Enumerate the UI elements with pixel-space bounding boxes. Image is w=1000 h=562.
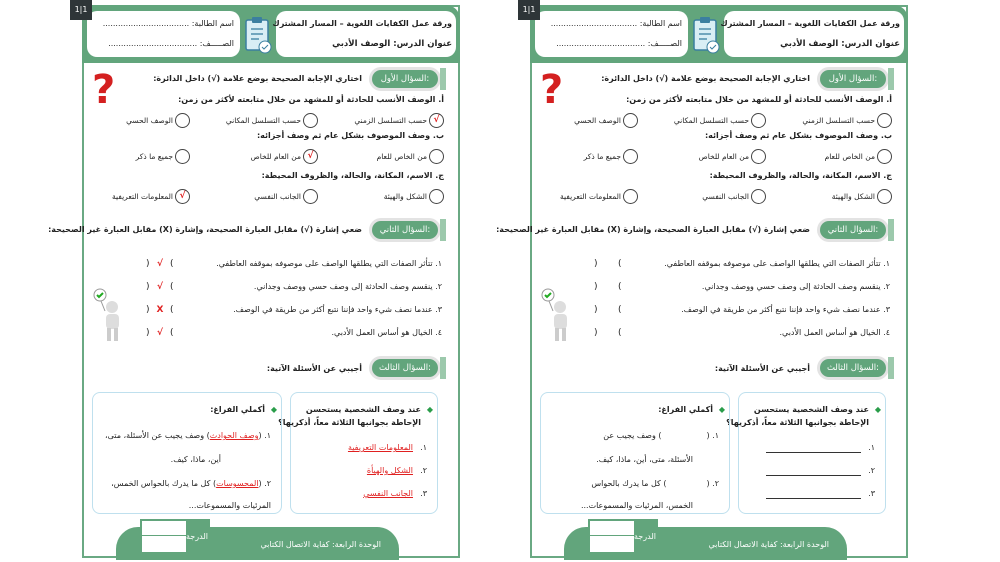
item-number: ١. [264, 431, 271, 440]
q2-statement: ٣. عندما نصف شيء واحد فإننا نتبع أكثر من طريقة في الوصف. [681, 305, 890, 314]
unit-title: الوحدة الرابعة: كفاية الاتصال الكتابي [260, 540, 381, 549]
q2-label: السؤال الثاني: [820, 221, 886, 239]
q2-statement: ١. تتأثر الصفات التي يطلقها الواصف على موصوفه بموقفه العاطفي. [216, 259, 442, 268]
question-mark-icon: ? [92, 67, 116, 113]
option-radio[interactable] [175, 149, 190, 164]
bullet-icon: ◆ [270, 405, 277, 414]
q1-label: السؤال الأول: [820, 70, 886, 88]
q2-statement: ٢. ينقسم وصف الحادثة إلى وصف حسي ووصف وجداني. [701, 282, 890, 291]
option-radio[interactable] [429, 189, 444, 204]
paren: ) [170, 282, 174, 292]
option-label: المعلومات التعريفية [112, 192, 173, 201]
clipboard-icon [691, 15, 721, 55]
answer-number: ٣. [420, 489, 427, 498]
option-radio[interactable]: √ [429, 113, 444, 128]
fill-blank-title: أكملي الفراغ: [210, 405, 265, 414]
paren: ) [618, 328, 622, 338]
student-name-field: اسم الطالبة: .................................. [550, 19, 682, 28]
item-number: ٢. [264, 479, 271, 488]
q2-statement: ١. تتأثر الصفات التي يطلقها الواصف على موصوفه بموقفه العاطفي. [664, 259, 890, 268]
fill-blank-title: أكملي الفراغ: [658, 405, 713, 414]
answer-number: ٢. [868, 466, 875, 475]
option-radio[interactable] [303, 189, 318, 204]
sentence-text: ) كل ما يدرك بالحواس الخمس، [111, 479, 217, 488]
sentence-text: أين، ماذا، كيف. [170, 455, 221, 464]
paren: ) [618, 282, 622, 292]
paren: ) [170, 305, 174, 315]
option-radio[interactable] [623, 113, 638, 128]
grade-input[interactable] [590, 521, 634, 536]
option-label: من الخاص للعام [376, 152, 427, 161]
paren: ( [594, 282, 598, 292]
unit-title: الوحدة الرابعة: كفاية الاتصال الكتابي [708, 540, 829, 549]
answer-number: ٢. [420, 466, 427, 475]
worksheet-title: ورقة عمل الكفايات اللغوية – المسار المشترك [720, 19, 900, 28]
bullet-icon: ◆ [426, 405, 433, 414]
question-mark-icon: ? [540, 67, 564, 113]
option-radio[interactable] [877, 189, 892, 204]
q3-question: الإحاطة بجوانبها الثلاثة معاً، أذكريها؟ [726, 418, 869, 427]
option-radio[interactable] [429, 149, 444, 164]
sentence-text: ) كل ما يدرك بالحواس [591, 479, 667, 488]
fill-blank-line: ١. () وصف يجيب عن [603, 431, 719, 440]
q2-answer[interactable]: √ [156, 259, 163, 269]
option-radio[interactable] [303, 113, 318, 128]
q1-item-0: أ. الوصف الأنسب للحادثة أو للمشهد من خلال متابعته لأكثر من زمن: [178, 95, 444, 104]
option-label: المعلومات التعريفية [560, 192, 621, 201]
student-name-field: اسم الطالبة: .................................. [102, 19, 234, 28]
q2-statement: ٣. عندما نصف شيء واحد فإننا نتبع أكثر من طريقة في الوصف. [233, 305, 442, 314]
q3-label: السؤال الثالث: [372, 359, 438, 377]
q1-item-1: ب. وصف الموصوف بشكل عام ثم وصف أجزائه: [704, 131, 892, 140]
answer-number: ٣. [868, 489, 875, 498]
item-number: ١. [712, 431, 719, 440]
sentence-text: الخمس، المرئيات والمسموعات... [580, 501, 693, 510]
answer-line[interactable] [766, 443, 861, 453]
q2-answer[interactable]: √ [156, 328, 163, 338]
answer-line[interactable]: الجانب النفسي [363, 489, 413, 498]
option-label: حسب التسلسل المكاني [225, 116, 301, 125]
bullet-icon: ◆ [874, 405, 881, 414]
option-label: حسب التسلسل الزمني [802, 116, 875, 125]
q2-instruction: ضعي إشارة (√) مقابل العبارة الصحيحة، وإشارة (X) مقابل العبارة غير الصحيحة: [48, 225, 362, 234]
grade-input[interactable] [142, 521, 186, 536]
q2-statement: ٢. ينقسم وصف الحادثة إلى وصف حسي ووصف وجداني. [253, 282, 442, 291]
q2-answer[interactable]: X [156, 305, 164, 315]
grade-box [140, 519, 210, 554]
fill-blank-line: ٢. () كل ما يدرك بالحواس [591, 479, 719, 488]
option-label: الجانب النفسي [702, 192, 749, 201]
q3-left-box [540, 392, 730, 514]
option-radio[interactable]: √ [303, 149, 318, 164]
class-field: الصـــــف: ................................... [556, 39, 682, 48]
q3-instruction: أجيبي عن الأسئلة الآتية: [714, 364, 810, 373]
option-radio[interactable] [751, 113, 766, 128]
item-number: ٢. [712, 479, 719, 488]
answer-line[interactable]: الشكل والهيأة [366, 466, 413, 475]
option-radio[interactable] [877, 149, 892, 164]
option-radio[interactable] [175, 113, 190, 128]
blank-answer[interactable]: وصف الحوادث [209, 431, 259, 440]
grade-label: الدرجة [186, 521, 208, 552]
lesson-title: عنوان الدرس: الوصف الأدبي [332, 39, 452, 49]
student-info-box [535, 11, 688, 57]
option-radio[interactable] [623, 189, 638, 204]
paren: ) [170, 259, 174, 269]
fill-blank-line: ١. (وصف الحوادث) وصف يجيب عن الأسئلة، متى، [105, 431, 271, 440]
q1-item-2: ج. الاسم، المكانة، والحالة، والظروف المحيطة: [709, 171, 892, 180]
q2-statement: ٤. الخيال هو أساس العمل الأدبي. [331, 328, 442, 337]
paren: ) [618, 305, 622, 315]
paren: ( [146, 259, 150, 269]
q3-question: عند وصف الشخصية يستحسن [305, 405, 421, 414]
q3-right-box [726, 392, 886, 514]
option-radio[interactable] [877, 113, 892, 128]
option-label: حسب التسلسل الزمني [354, 116, 427, 125]
paren: ) [618, 259, 622, 269]
q3-label: السؤال الثالث: [820, 359, 886, 377]
q1-item-1: ب. وصف الموصوف بشكل عام ثم وصف أجزائه: [256, 131, 444, 140]
option-label: الوصف الحسي [574, 116, 621, 125]
q3-question: الإحاطة بجوانبها الثلاثة معاً، أذكريها؟ [278, 418, 421, 427]
q2-answer[interactable]: √ [156, 282, 163, 292]
paren: ( [146, 282, 150, 292]
paren: ) [170, 328, 174, 338]
option-label: جميع ما ذكر [135, 152, 173, 161]
lesson-title: عنوان الدرس: الوصف الأدبي [780, 39, 900, 49]
option-label: جميع ما ذكر [583, 152, 621, 161]
q1-instruction: اختاري الإجابة الصحيحة بوضع علامة (√) داخل الدائرة: [153, 74, 362, 83]
q1-item-0: أ. الوصف الأنسب للحادثة أو للمشهد من خلال متابعته لأكثر من زمن: [626, 95, 892, 104]
sentence-text: الأسئلة، متى، أين، ماذا، كيف. [596, 455, 693, 464]
page-number-tab: 1|1 [518, 0, 540, 20]
student-info-box [87, 11, 240, 57]
option-label: الشكل والهيئة [383, 192, 427, 201]
q3-left-box [92, 392, 282, 514]
q1-label: السؤال الأول: [372, 70, 438, 88]
fill-blank-line: ٢. (المحسوسات) كل ما يدرك بالحواس الخمس، [111, 479, 271, 488]
option-label: من العام للخاص [250, 152, 301, 161]
worksheet-title: ورقة عمل الكفايات اللغوية – المسار المشترك [272, 19, 452, 28]
paren: ( [146, 305, 150, 315]
answer-number: ١. [420, 443, 427, 452]
option-label: حسب التسلسل المكاني [673, 116, 749, 125]
person-checkmark-figure [540, 287, 574, 342]
paren: ( [146, 328, 150, 338]
option-label: الجانب النفسي [254, 192, 301, 201]
title-box [720, 11, 904, 57]
page-number-tab: 1|1 [70, 0, 92, 20]
q3-question: عند وصف الشخصية يستحسن [753, 405, 869, 414]
paren: ( [594, 328, 598, 338]
option-label: من العام للخاص [698, 152, 749, 161]
option-label: الوصف الحسي [126, 116, 173, 125]
blank-answer[interactable]: المحسوسات [216, 479, 259, 488]
answer-number: ١. [868, 443, 875, 452]
answer-line[interactable]: المعلومات التعريفية [347, 443, 413, 452]
sentence-text: المرئيات والمسموعات... [188, 501, 271, 510]
q2-statement: ٤. الخيال هو أساس العمل الأدبي. [779, 328, 890, 337]
paren: ( [594, 259, 598, 269]
q3-instruction: أجيبي عن الأسئلة الآتية: [266, 364, 362, 373]
option-radio[interactable] [623, 149, 638, 164]
sentence-text: ) وصف يجيب عن [603, 431, 662, 440]
q3-right-box [278, 392, 438, 514]
q2-label: السؤال الثاني: [372, 221, 438, 239]
option-label: الشكل والهيئة [831, 192, 875, 201]
option-radio[interactable]: √ [175, 189, 190, 204]
option-label: من الخاص للعام [824, 152, 875, 161]
clipboard-icon [243, 15, 273, 55]
grade-label: الدرجة [634, 521, 656, 552]
q2-instruction: ضعي إشارة (√) مقابل العبارة الصحيحة، وإشارة (X) مقابل العبارة غير الصحيحة: [496, 225, 810, 234]
bullet-icon: ◆ [718, 405, 725, 414]
sentence-text: ) وصف يجيب عن الأسئلة، متى، [105, 431, 210, 440]
answer-line[interactable] [766, 489, 861, 499]
option-radio[interactable] [751, 189, 766, 204]
person-checkmark-figure [92, 287, 126, 342]
answer-line[interactable] [766, 466, 861, 476]
class-field: الصـــــف: ................................... [108, 39, 234, 48]
paren: ( [594, 305, 598, 315]
q1-instruction: اختاري الإجابة الصحيحة بوضع علامة (√) داخل الدائرة: [601, 74, 810, 83]
title-box [272, 11, 456, 57]
option-radio[interactable] [751, 149, 766, 164]
grade-box [588, 519, 658, 554]
grade-total [590, 537, 634, 552]
grade-total [142, 537, 186, 552]
q1-item-2: ج. الاسم، المكانة، والحالة، والظروف المحيطة: [261, 171, 444, 180]
